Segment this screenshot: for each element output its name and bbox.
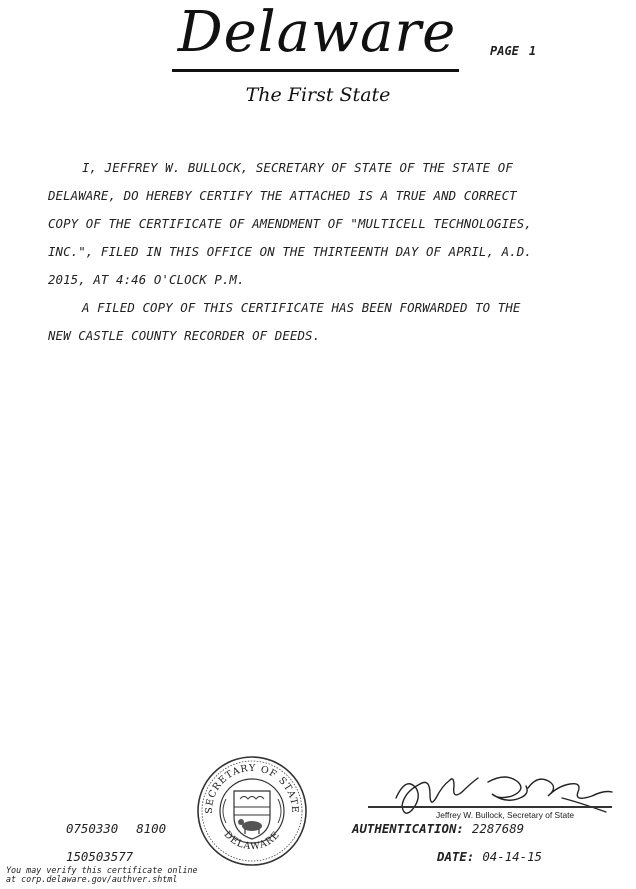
authentication-label: AUTHENTICATION:: [352, 821, 464, 836]
page-indicator: [490, 44, 536, 58]
authentication-number: 2287689: [471, 821, 525, 836]
certificate-body: [48, 154, 608, 350]
verify-line: at corp.delaware.gov/authver.shtml: [6, 874, 178, 884]
certification-paragraph: [48, 154, 608, 294]
body-line: DELAWARE, DO HEREBY CERTIFY THE ATTACHED IS A TRUE AND CORRECT: [48, 188, 517, 203]
state-seal: [196, 755, 308, 867]
state-tagline: The First State: [245, 84, 391, 106]
body-line: NEW CASTLE COUNTY RECORDER OF DEEDS.: [48, 328, 321, 343]
verification-note: [6, 866, 266, 884]
body-line: A FILED COPY OF THIS CERTIFICATE HAS BEEN FORWARDED TO THE: [82, 300, 521, 315]
svg-text:SECRETARY OF STATE: [204, 763, 300, 814]
signature-caption: Jeffrey W. Bullock, Secretary of State: [436, 810, 575, 820]
sr-number: 150503577: [66, 849, 134, 864]
seal-bottom-text: DELAWARE: [221, 829, 283, 853]
verify-line: You may verify this certificate online: [6, 865, 198, 875]
authentication-line: [352, 821, 524, 836]
date-value: 04-14-15: [482, 849, 542, 864]
body-line: I, JEFFREY W. BULLOCK, SECRETARY OF STATE OF THE STATE OF: [82, 160, 513, 175]
file-number: 0750330: [66, 821, 119, 836]
body-line: 2015, AT 4:46 O'CLOCK P.M.: [48, 272, 245, 287]
svg-text:DELAWARE: [222, 829, 283, 852]
body-line: INC.", FILED IN THIS OFFICE ON THE THIRTEENTH DAY OF APRIL, A.D.: [48, 244, 532, 259]
date-label: DATE:: [437, 849, 475, 864]
signature-rule: [368, 806, 612, 808]
date-line: [437, 849, 542, 864]
page-number: 1: [528, 44, 537, 58]
file-number-line: [66, 821, 166, 836]
page-label: PAGE: [490, 44, 519, 58]
forwarding-paragraph: [48, 294, 608, 350]
body-line: COPY OF THE CERTIFICATE OF AMENDMENT OF "MULTICELL TECHNOLOGIES,: [48, 216, 532, 231]
state-title: Delaware: [177, 0, 457, 65]
header-rule: [172, 69, 459, 72]
file-code: 8100: [136, 821, 167, 836]
seal-top-text: SECRETARY OF STATE: [203, 762, 301, 814]
